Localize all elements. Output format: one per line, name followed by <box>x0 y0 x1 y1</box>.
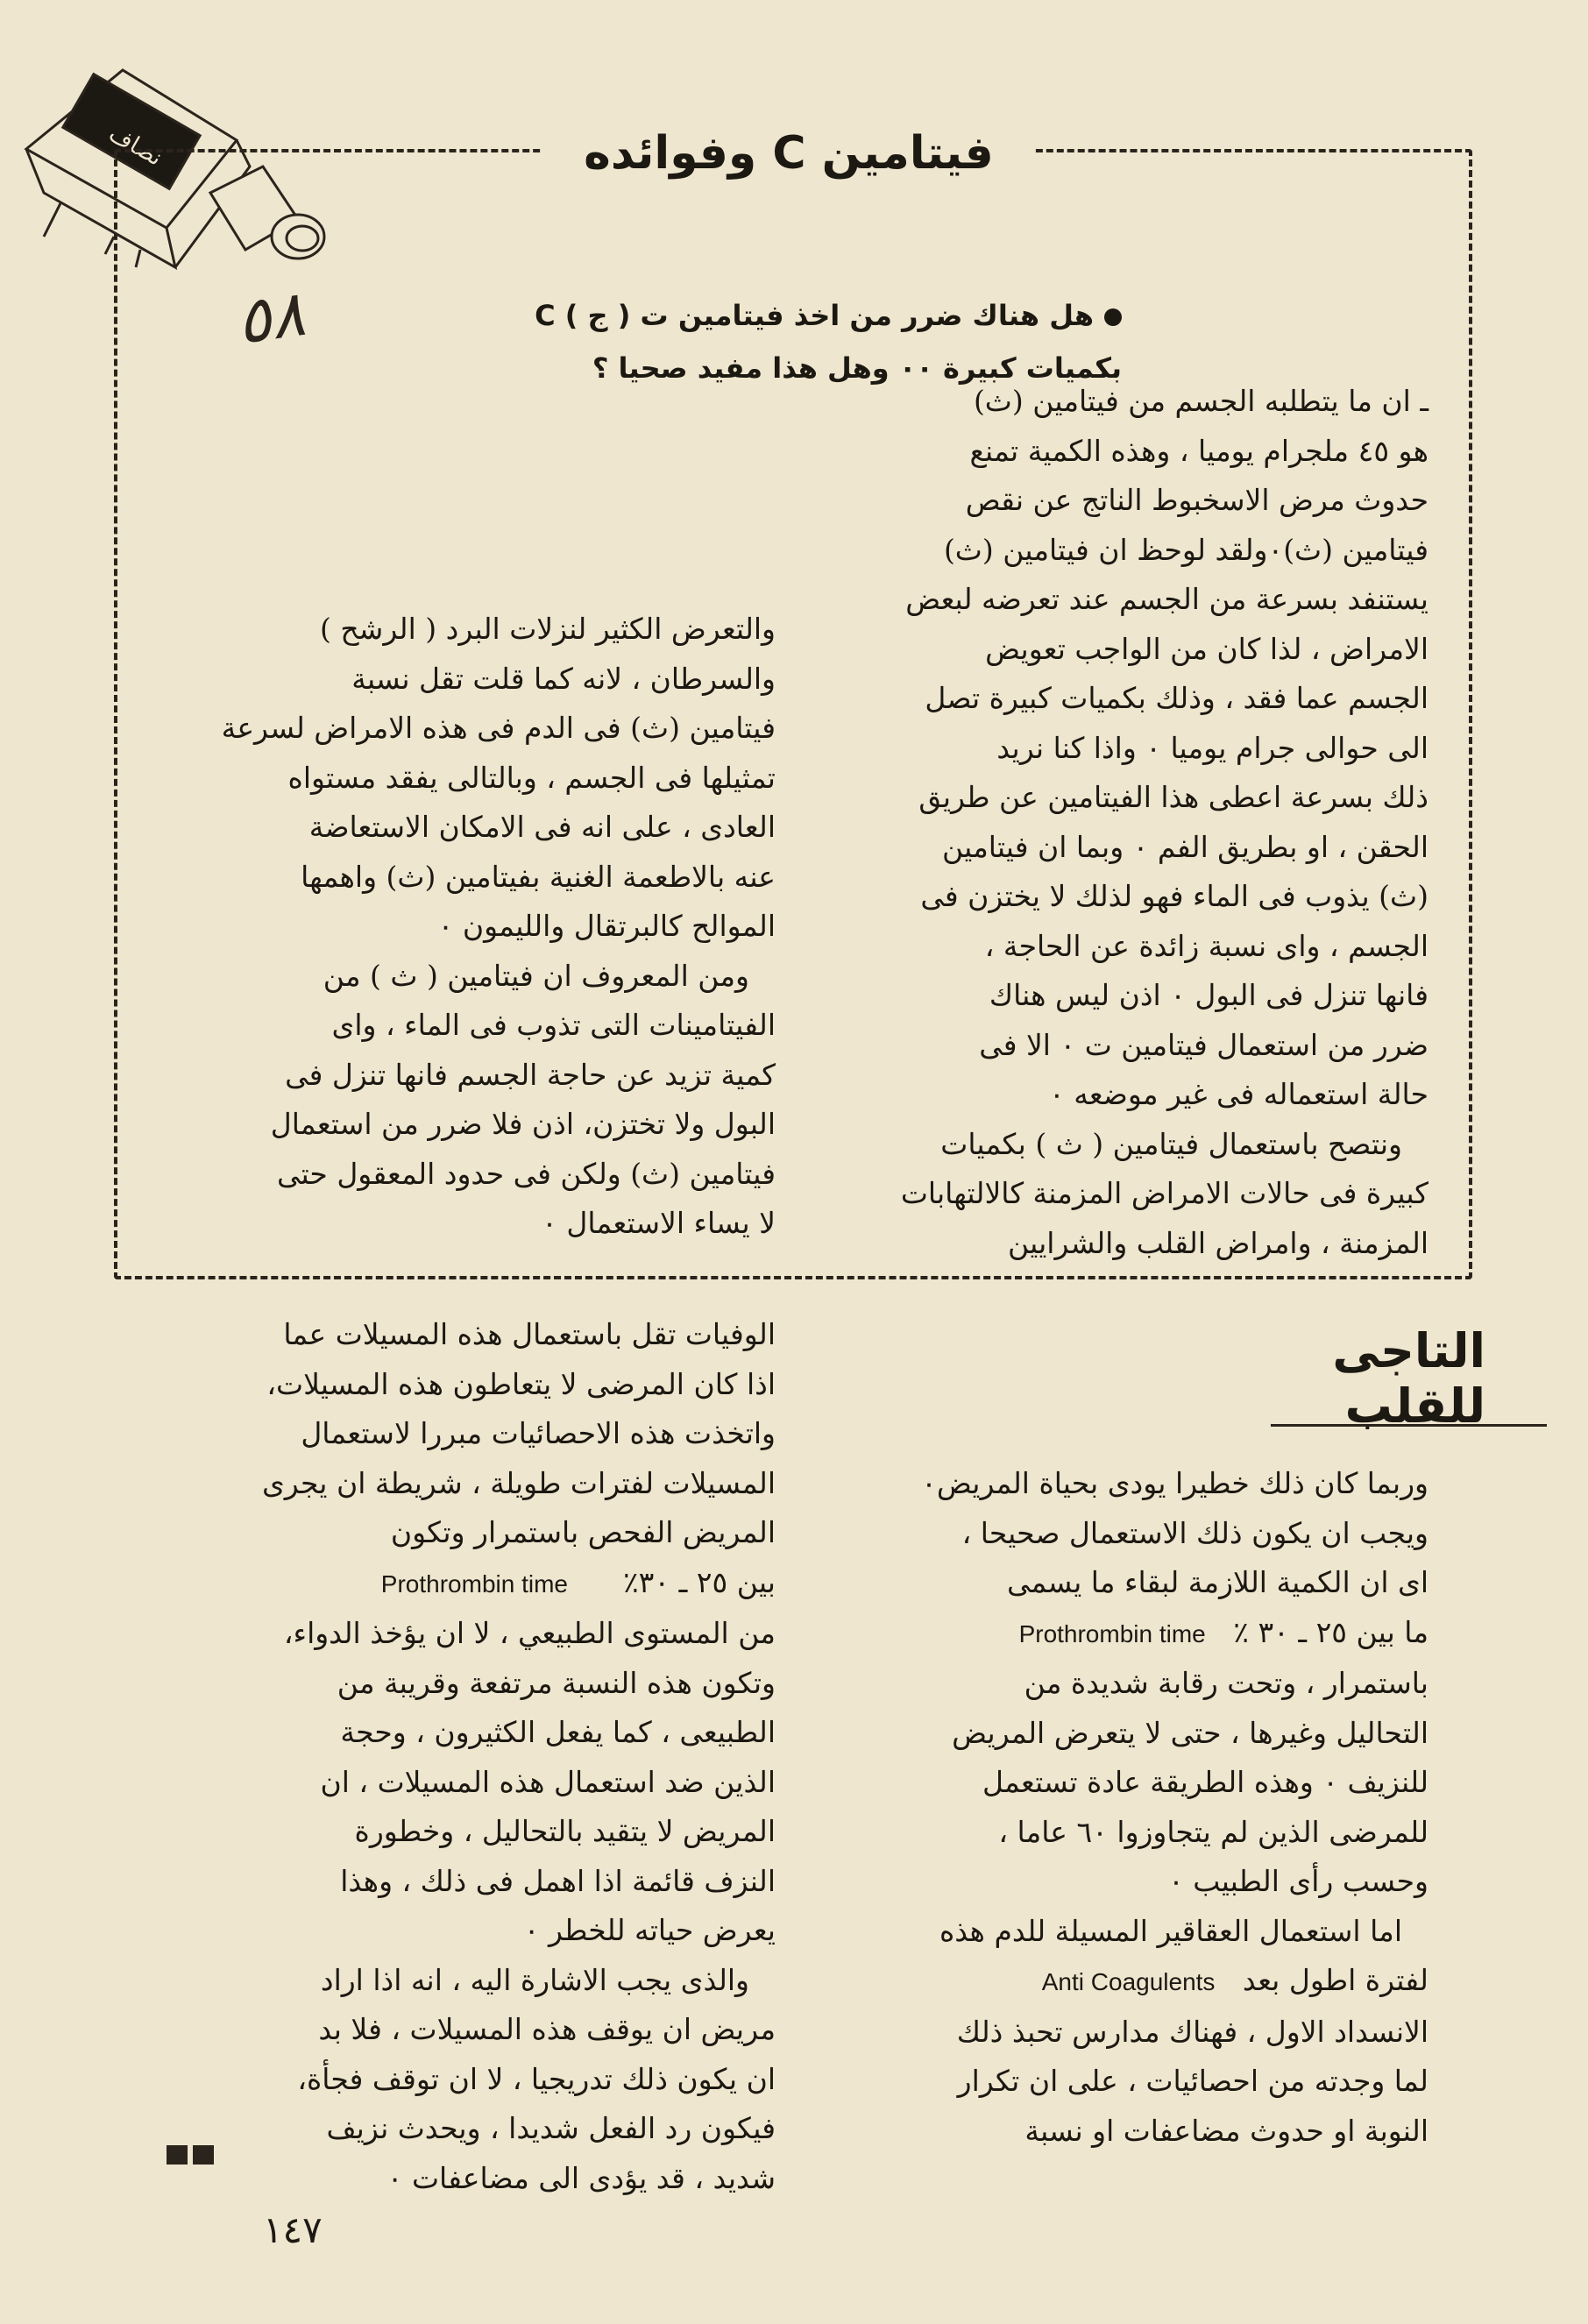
heart-column-left <box>162 1310 776 2203</box>
prothrombin-line-left <box>162 1558 776 1610</box>
heart-column-right <box>815 1459 1428 2156</box>
handwritten-number: ٥٨ <box>231 276 309 358</box>
vitamin-column-left <box>162 605 776 1249</box>
anticoag-line <box>815 1956 1428 2008</box>
vitamin-paragraph-1: ـ ان ما يتطلبه الجسم من فيتامين (ث) هو ٤٥ ملجرام يوميا ، وهذه الكمية تمنع حدوث مرض الاسخبوط الناتج عن نقص فيتامين (ث)٠ولقد لوحظ ان فيتامين (ث) يستنفد بسرعة من الجسم عند تعرضه لبعض الامراض ، لذا كان من الواجب تعويض الجسم عما فقد ، وذلك بكميات كبيرة تصل الى حوالى جرام يوميا ٠ واذا كنا نريد ذلك بسرعة اعطى هذا الفيتامين عن طريق الحقن ، او بطريق الفم ٠ وبما ان فيتامين (ث) يذوب فى الماء فهو لذلك لا يختزن فى الجسم ، واى نسبة زائدة عن الحاجة ، فانها تنزل فى البول ٠ اذن ليس هناك ضرر من استعمال فيتامين ت ٠ الا فى حالة استعماله فى غير موضعه ٠ <box>905 384 1428 1111</box>
vitamin-paragraph-4: ومن المعروف ان فيتامين ( ث ) من الفيتامينات التى تذوب فى الماء ، واى كمية تزيد عن حاجة الجسم فانها تنزل فى البول ولا تختزن، اذن فلا ضرر من استعمال فيتامين (ث) ولكن فى حدود المعقول حتى لا يساء الاستعمال ٠ <box>270 958 776 1240</box>
prothrombin-term-left: Prothrombin time <box>380 1569 568 1598</box>
question-heading <box>491 237 1122 394</box>
bottle-label: نصاف <box>104 120 167 172</box>
heart-paragraph-1: وربما كان ذلك خطيرا يودى بحياة المريض٠ ويجب ان يكون ذلك الاستعمال صحيحا ، اى ان الكمية اللازمة لبقاء ما يسمى <box>921 1466 1428 1599</box>
title-divider <box>1271 1424 1547 1427</box>
heart-paragraph-5: الوفيات تقل باستعمال هذه المسيلات عما اذا كان المرضى لا يتعاطون هذه المسيلات، واتخذت هذه الاحصائيات مبررا لاستعمال المسيلات لفترات طويلة ، شريطة ان يجرى المريض الفحص باستمرار وتكون <box>261 1317 776 1549</box>
prothrombin-range-right: ما بين ٢٥ ـ ٣٠ ٪ <box>1233 1614 1428 1649</box>
vitamin-paragraph-3: والتعرض الكثير لنزلات البرد ( الرشح ) والسرطان ، لانه كما قلت تقل نسبة فيتامين (ث) فى الدم فى هذه الامراض لسرعة تمثيلها فى الجسم ، وبالتالى يفقد مستواه العادى ، على انه فى الامكان الاستعاضة عنه بالاطعمة الغنية بفيتامين (ث) واهمها الموالح كالبرتقال والليمون ٠ <box>221 612 776 943</box>
heart-article-title: التاجى للقلب <box>1332 1323 1485 1434</box>
heart-paragraph-2: باستمرار ، وتحت رقابة شديدة من التحاليل وغيرها ، حتى لا يتعرض المريض للنزيف ٠ وهذه الطريقة عادة تستعمل للمرضى الذين لم يتجاوزوا ٦٠ عاما ، وحسب رأى الطبيب ٠ <box>952 1666 1428 1898</box>
vitamin-article-title: فيتامين C وفوائده <box>543 114 1034 193</box>
heart-paragraph-6: من المستوى الطبيعي ، لا ان يؤخذ الدواء، وتكون هذه النسبة مرتفعة وقريبة من الطبيعى ، كما يفعل الكثيرون ، وحجة الذين ضد استعمال هذه المسيلات ، ان المريض لا يتقيد بالتحاليل ، وخطورة النزف قائمة اذا اهمل فى ذلك ، وهذا يعرض حياته للخطر ٠ <box>283 1616 776 1947</box>
prothrombin-line-right <box>815 1608 1428 1660</box>
heart-paragraph-3: اما استعمال العقاقير المسيلة للدم هذه <box>939 1913 1402 1948</box>
prothrombin-range-left: بين ٢٥ ـ ٣٠٪ <box>622 1564 776 1599</box>
anticoag-text: لفترة اطول بعد <box>1242 1963 1428 1997</box>
vitamin-paragraph-2: ونتصح باستعمال فيتامين ( ث ) بكميات كبيرة فى حالات الامراض المزمنة كالالتهابات المزمنة ، وامراض القلب والشرايين <box>900 1126 1428 1260</box>
end-of-article-mark <box>167 2145 219 2165</box>
bullet-icon <box>1104 308 1122 326</box>
heart-paragraph-4: الانسداد الاول ، فهناك مدارس تحبذ ذلك لما وجدته من احصائيات ، على ان تكرار النوبة او حدوث مضاعفات او نسبة <box>956 2014 1428 2148</box>
page-number: ١٤٧ <box>263 2208 323 2251</box>
prothrombin-term-right: Prothrombin time <box>1018 1619 1206 1647</box>
heart-paragraph-7: والذى يجب الاشارة اليه ، انه اذا اراد مريض ان يوقف هذه المسيلات ، فلا بد ان يكون ذلك تدريجيا ، لا ان توقف فجأة، فيكون رد الفعل شديدا ، ويحدث نزيف شديد ، قد يؤدى الى مضاعفات ٠ <box>297 1962 776 2195</box>
question-text: هل هناك ضرر من اخذ فيتامين ت ( ج ) C بكميات كبيرة ٠٠ وهل هذا مفيد صحيا ؟ <box>535 299 1122 385</box>
anticoag-term: Anti Coagulents <box>1041 1968 1216 1995</box>
vitamin-column-right <box>815 377 1428 1268</box>
